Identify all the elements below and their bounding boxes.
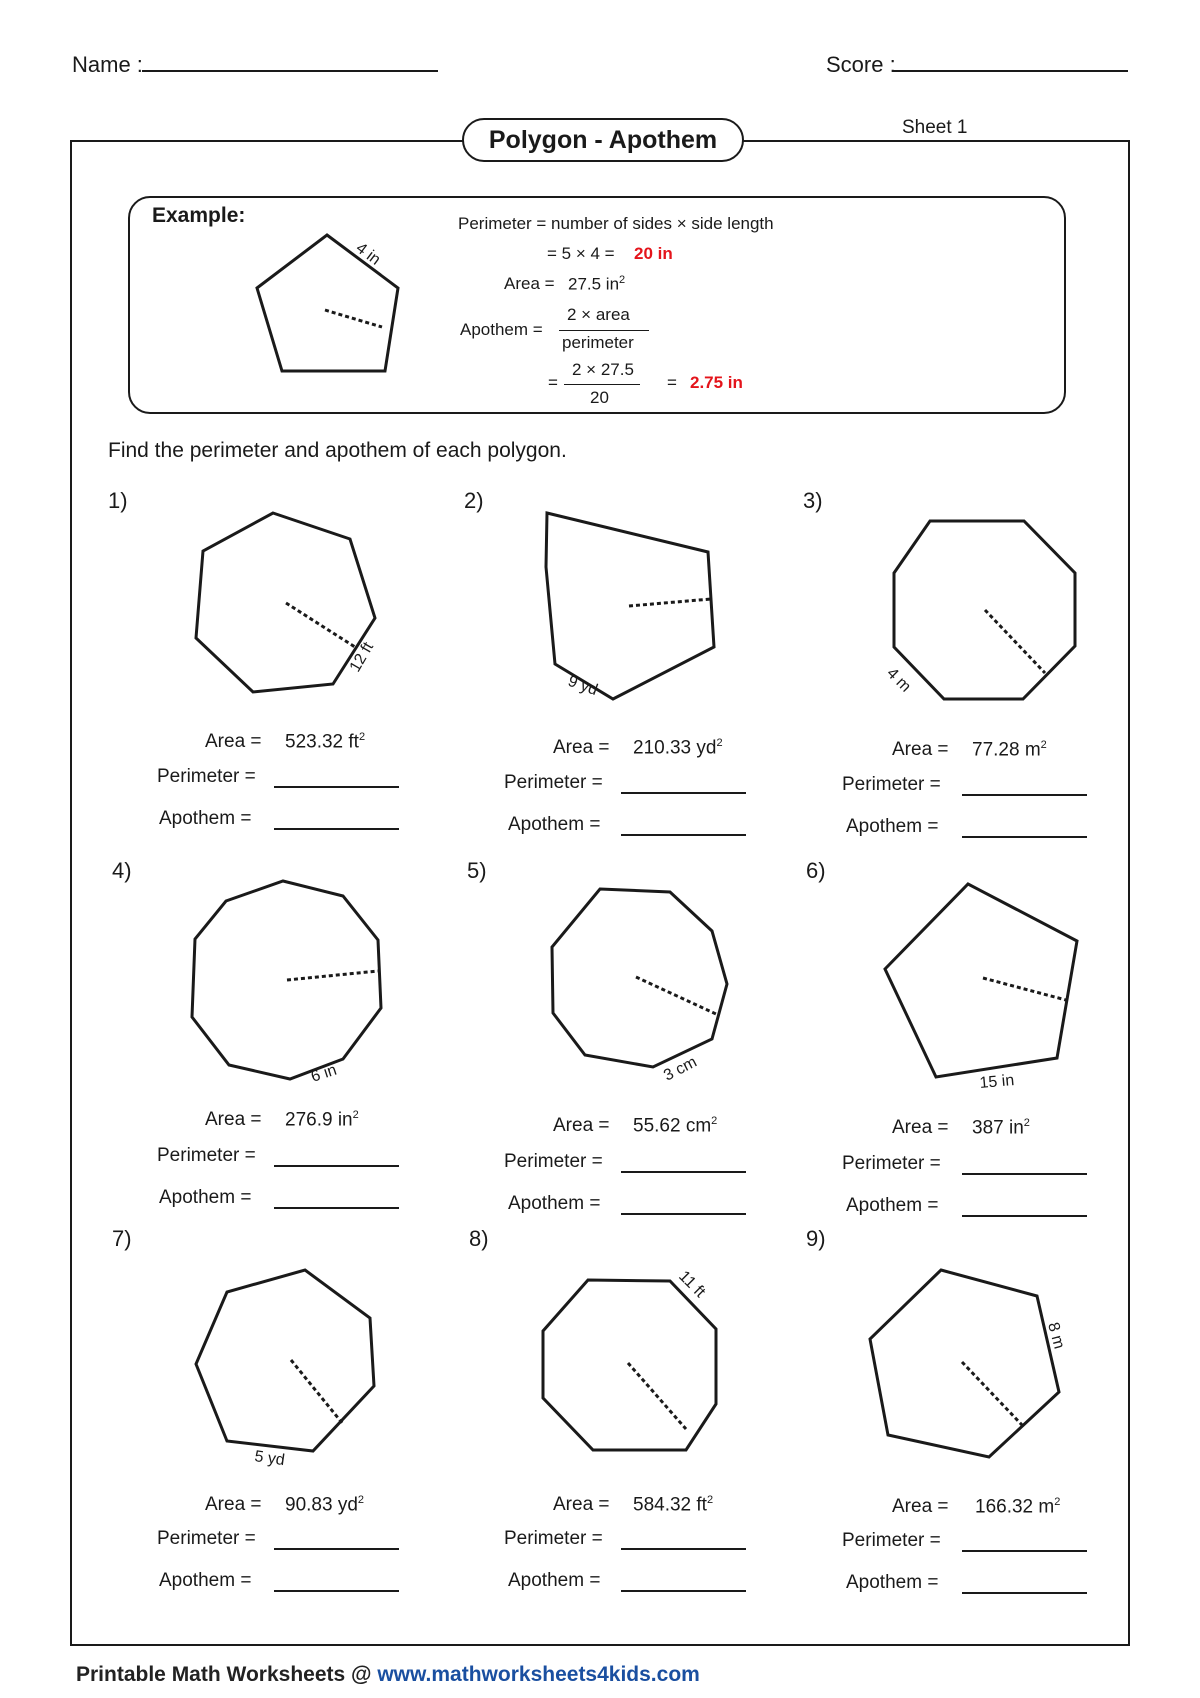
apothem-line-6 bbox=[983, 978, 1066, 1000]
area-label-4: Area = bbox=[205, 1109, 262, 1130]
problem-number-4: 4) bbox=[112, 858, 132, 883]
perimeter-answer-7[interactable] bbox=[274, 1548, 399, 1550]
apothem-answer-7[interactable] bbox=[274, 1590, 399, 1592]
area-label-3: Area = bbox=[892, 739, 949, 760]
problem-number-6: 6) bbox=[806, 858, 826, 883]
area-value-3: 77.28 $m^2$ bbox=[972, 739, 1047, 761]
side-label-2: 9 yd bbox=[565, 672, 600, 700]
apothem-line-8 bbox=[628, 1363, 686, 1429]
perimeter-label-8: Perimeter = bbox=[504, 1528, 603, 1549]
side-label-3: 4 m bbox=[883, 664, 915, 696]
apothem-line-4 bbox=[287, 971, 378, 980]
area-label-6: Area = bbox=[892, 1117, 949, 1138]
perimeter-answer-2[interactable] bbox=[621, 792, 746, 794]
apothem-answer-8[interactable] bbox=[621, 1590, 746, 1592]
perimeter-calc: = 5 × 4 = bbox=[547, 244, 615, 263]
example-apothem-line bbox=[325, 310, 382, 327]
sheet-number: Sheet 1 bbox=[902, 117, 968, 138]
apothem-answer-5[interactable] bbox=[621, 1213, 746, 1215]
fraction2-numerator: 2 × 27.5 bbox=[572, 360, 634, 379]
polygon-4 bbox=[192, 881, 381, 1079]
side-label-6: 15 in bbox=[978, 1072, 1015, 1092]
problem-number-5: 5) bbox=[467, 858, 487, 883]
perimeter-answer-9[interactable] bbox=[962, 1550, 1087, 1552]
perimeter-label-4: Perimeter = bbox=[157, 1145, 256, 1166]
perimeter-label-9: Perimeter = bbox=[842, 1530, 941, 1551]
area-label-7: Area = bbox=[205, 1494, 262, 1515]
apothem-label-6: Apothem = bbox=[846, 1195, 939, 1216]
fraction2-bar bbox=[564, 384, 640, 385]
apothem-line-5 bbox=[636, 977, 716, 1014]
perimeter-answer-6[interactable] bbox=[962, 1173, 1087, 1175]
apothem-line-1 bbox=[286, 603, 355, 647]
perimeter-answer-1[interactable] bbox=[274, 786, 399, 788]
worksheet-title: Polygon - Apothem bbox=[462, 118, 744, 162]
apothem-label-8: Apothem = bbox=[508, 1570, 601, 1591]
problem-number-2: 2) bbox=[464, 488, 484, 513]
area-label-1: Area = bbox=[205, 731, 262, 752]
instructions: Find the perimeter and apothem of each polygon. bbox=[108, 439, 567, 462]
apothem-label-4: Apothem = bbox=[159, 1187, 252, 1208]
footer bbox=[76, 1663, 700, 1687]
area-label-9: Area = bbox=[892, 1496, 949, 1517]
problem-number-3: 3) bbox=[803, 488, 823, 513]
side-label-9: 8 m bbox=[1044, 1320, 1068, 1351]
example-side-label: 4 in bbox=[352, 239, 384, 269]
problem-number-7: 7) bbox=[112, 1226, 132, 1251]
polygon-3 bbox=[894, 521, 1075, 699]
apothem-answer-6[interactable] bbox=[962, 1215, 1087, 1217]
apothem-answer-1[interactable] bbox=[274, 828, 399, 830]
example-area-label: Area = bbox=[504, 274, 555, 293]
apothem-label-2: Apothem = bbox=[508, 814, 601, 835]
polygon-6 bbox=[885, 884, 1077, 1077]
area-value-7: 90.83 $yd^2$ bbox=[285, 1494, 365, 1516]
side-label-1: 12 ft bbox=[346, 639, 378, 675]
area-label-8: Area = bbox=[553, 1494, 610, 1515]
perimeter-label-2: Perimeter = bbox=[504, 772, 603, 793]
apothem-line-2 bbox=[629, 599, 711, 606]
area-value-8: 584.32 $ft^2$ bbox=[633, 1494, 714, 1516]
area-value-4: 276.9 $in^2$ bbox=[285, 1109, 359, 1131]
perimeter-answer-5[interactable] bbox=[621, 1171, 746, 1173]
apothem-result: 2.75 in bbox=[690, 373, 743, 392]
apothem-line-9 bbox=[962, 1362, 1022, 1425]
area-value-6: 387 $in^2$ bbox=[972, 1117, 1030, 1139]
apothem-answer-9[interactable] bbox=[962, 1592, 1087, 1594]
apothem-label-7: Apothem = bbox=[159, 1570, 252, 1591]
area-value-5: 55.62 $cm^2$ bbox=[633, 1115, 718, 1137]
perimeter-answer-8[interactable] bbox=[621, 1548, 746, 1550]
score-label: Score : bbox=[826, 52, 896, 77]
area-value-2: 210.33 $yd^2$ bbox=[633, 737, 723, 759]
perimeter-label-3: Perimeter = bbox=[842, 774, 941, 795]
side-label-7: 5 yd bbox=[253, 1448, 286, 1470]
fraction2-denominator: 20 bbox=[590, 388, 609, 407]
fraction2-equals: = bbox=[548, 373, 558, 392]
side-label-8: 11 ft bbox=[675, 1267, 709, 1302]
area-label-5: Area = bbox=[553, 1115, 610, 1136]
name-label: Name : bbox=[72, 52, 143, 77]
polygon-7 bbox=[196, 1270, 374, 1451]
perimeter-answer-3[interactable] bbox=[962, 794, 1087, 796]
apothem-answer-4[interactable] bbox=[274, 1207, 399, 1209]
perimeter-answer-4[interactable] bbox=[274, 1165, 399, 1167]
example-apothem-label: Apothem = bbox=[460, 320, 543, 339]
problem-number-8: 8) bbox=[469, 1226, 489, 1251]
problem-number-9: 9) bbox=[806, 1226, 826, 1251]
fraction1-numerator: 2 × area bbox=[567, 305, 630, 324]
area-value-1: 523.32 $ft^2$ bbox=[285, 731, 366, 753]
apothem-line-3 bbox=[985, 610, 1045, 673]
perimeter-label-7: Perimeter = bbox=[157, 1528, 256, 1549]
perimeter-label-5: Perimeter = bbox=[504, 1151, 603, 1172]
apothem-answer-2[interactable] bbox=[621, 834, 746, 836]
example-label: Example: bbox=[152, 204, 246, 227]
example-area-value: 27.5 $in^2$ bbox=[568, 274, 626, 294]
area-value-9: 166.32 $m^2$ bbox=[975, 1496, 1061, 1518]
perimeter-formula: Perimeter = number of sides × side length bbox=[458, 214, 774, 233]
perimeter-label-6: Perimeter = bbox=[842, 1153, 941, 1174]
side-label-4: 6 in bbox=[308, 1061, 339, 1086]
side-label-5: 3 cm bbox=[661, 1053, 700, 1085]
apothem-label-9: Apothem = bbox=[846, 1572, 939, 1593]
problem-number-1: 1) bbox=[108, 488, 128, 513]
perimeter-label-1: Perimeter = bbox=[157, 766, 256, 787]
result-equals: = bbox=[667, 373, 677, 392]
footer-text: Printable Math Worksheets @ bbox=[76, 1663, 378, 1686]
area-label-2: Area = bbox=[553, 737, 610, 758]
footer-link[interactable]: www.mathworksheets4kids.com bbox=[377, 1663, 700, 1686]
perimeter-result: 20 in bbox=[634, 244, 673, 263]
apothem-label-1: Apothem = bbox=[159, 808, 252, 829]
fraction1-bar bbox=[559, 330, 649, 331]
apothem-label-3: Apothem = bbox=[846, 816, 939, 837]
apothem-label-5: Apothem = bbox=[508, 1193, 601, 1214]
apothem-line-7 bbox=[291, 1360, 343, 1424]
apothem-answer-3[interactable] bbox=[962, 836, 1087, 838]
fraction1-denominator: perimeter bbox=[562, 333, 634, 352]
